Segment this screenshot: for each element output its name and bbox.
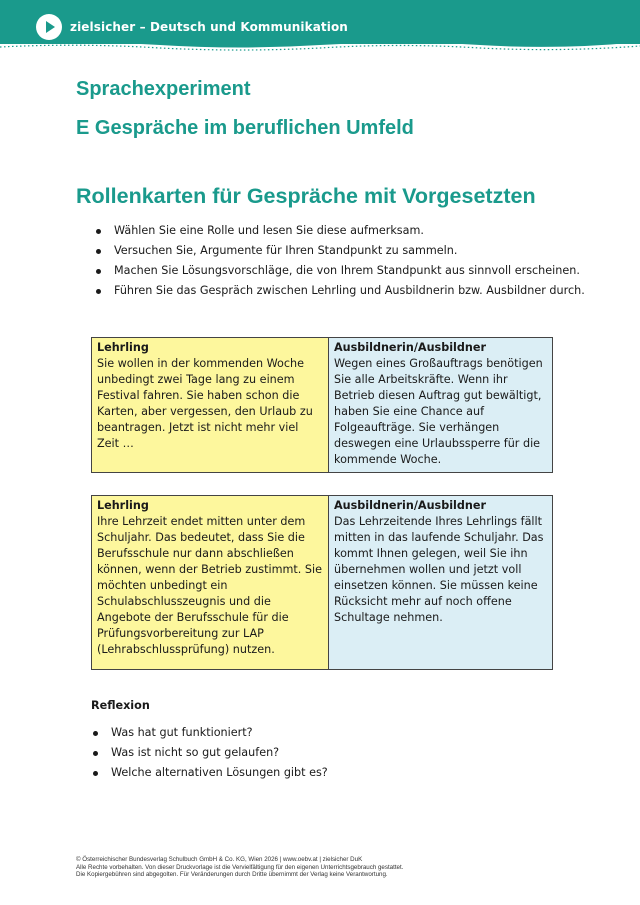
- header-wave: [0, 38, 640, 52]
- reflexion-heading: Reflexion: [91, 699, 150, 712]
- instruction-list: [94, 221, 585, 301]
- role-title: Lehrling: [97, 499, 149, 512]
- list-item: Wählen Sie eine Rolle und lesen Sie diese aufmerksam.: [94, 221, 585, 241]
- role-description: Sie wollen in der kommenden Woche unbedingt zwei Tage lang zu einem Festival fahren. Sie haben schon die Karten, aber vergessen, den Urlaub zu beantragen. Jetzt ist nicht mehr viel Zeit …: [97, 357, 313, 450]
- role-card-apprentice: [92, 338, 329, 473]
- list-item: Was hat gut funktioniert?: [91, 723, 328, 743]
- brand-logo: [36, 14, 62, 40]
- role-card-table-2: [91, 495, 553, 670]
- footer-disclaimer: Die Kopiergebühren sind abgegolten. Für Veränderungen durch Dritte übernimmt der Verlag keine Verantwortung.: [76, 871, 388, 879]
- reflexion-list: [91, 723, 328, 783]
- section-heading: Rollenkarten für Gespräche mit Vorgesetzten: [76, 184, 536, 208]
- page-title: Sprachexperiment: [76, 78, 251, 100]
- play-icon: [36, 14, 62, 40]
- role-description: Ihre Lehrzeit endet mitten unter dem Schuljahr. Das bedeutet, dass Sie die Berufsschule nur dann abschließen können, wenn der Betrieb zustimmt. Sie möchten unbedingt ein Schulabschlusszeugnis und die Angebote der Berufsschule für die Prüfungsvorbereitung zur LAP (Lehrabschlussprüfung) nutzen.: [97, 515, 322, 656]
- footer: [76, 856, 403, 879]
- role-title: Ausbildnerin/Ausbildner: [334, 499, 486, 512]
- list-item: Führen Sie das Gespräch zwischen Lehrling und Ausbildnerin bzw. Ausbildner durch.: [94, 281, 585, 301]
- footer-rights: Alle Rechte vorbehalten. Von dieser Druckvorlage ist die Vervielfältigung für den eigenen Unterrichtsgebrauch gestattet.: [76, 863, 404, 871]
- role-card-trainer: [329, 338, 553, 473]
- role-description: Das Lehrzeitende Ihres Lehrlings fällt mitten in das laufende Schuljahr. Das kommt Ihnen gelegen, weil Sie ihn übernehmen wollen und jetzt voll einsetzen können. Sie müssen keine Rücksicht mehr auf noch offene Schultage nehmen.: [334, 515, 544, 624]
- role-card-trainer: [329, 496, 553, 670]
- list-item: Machen Sie Lösungsvorschläge, die von Ihrem Standpunkt aus sinnvoll erscheinen.: [94, 261, 585, 281]
- list-item: Welche alternativen Lösungen gibt es?: [91, 763, 328, 783]
- list-item: Was ist nicht so gut gelaufen?: [91, 743, 328, 763]
- role-title: Lehrling: [97, 341, 149, 354]
- role-card-table-1: [91, 337, 553, 473]
- role-card-apprentice: [92, 496, 329, 670]
- list-item: Versuchen Sie, Argumente für Ihren Standpunkt zu sammeln.: [94, 241, 585, 261]
- brand-name: zielsicher – Deutsch und Kommunikation: [70, 20, 348, 34]
- role-description: Wegen eines Großauftrags benötigen Sie alle Arbeitskräfte. Wenn ihr Betrieb diesen Auftrag gut bewältigt, haben Sie eine Chance auf Folgeaufträge. Sie verhängen deswegen eine Urlaubssperre für die kommende Woche.: [334, 357, 543, 466]
- role-title: Ausbildnerin/Ausbildner: [334, 341, 486, 354]
- page-subtitle: E Gespräche im beruflichen Umfeld: [76, 117, 414, 139]
- footer-copyright: © Österreichischer Bundesverlag Schulbuch GmbH & Co. KG, Wien 2026 | www.oebv.at | zielsicher DuK: [76, 856, 363, 863]
